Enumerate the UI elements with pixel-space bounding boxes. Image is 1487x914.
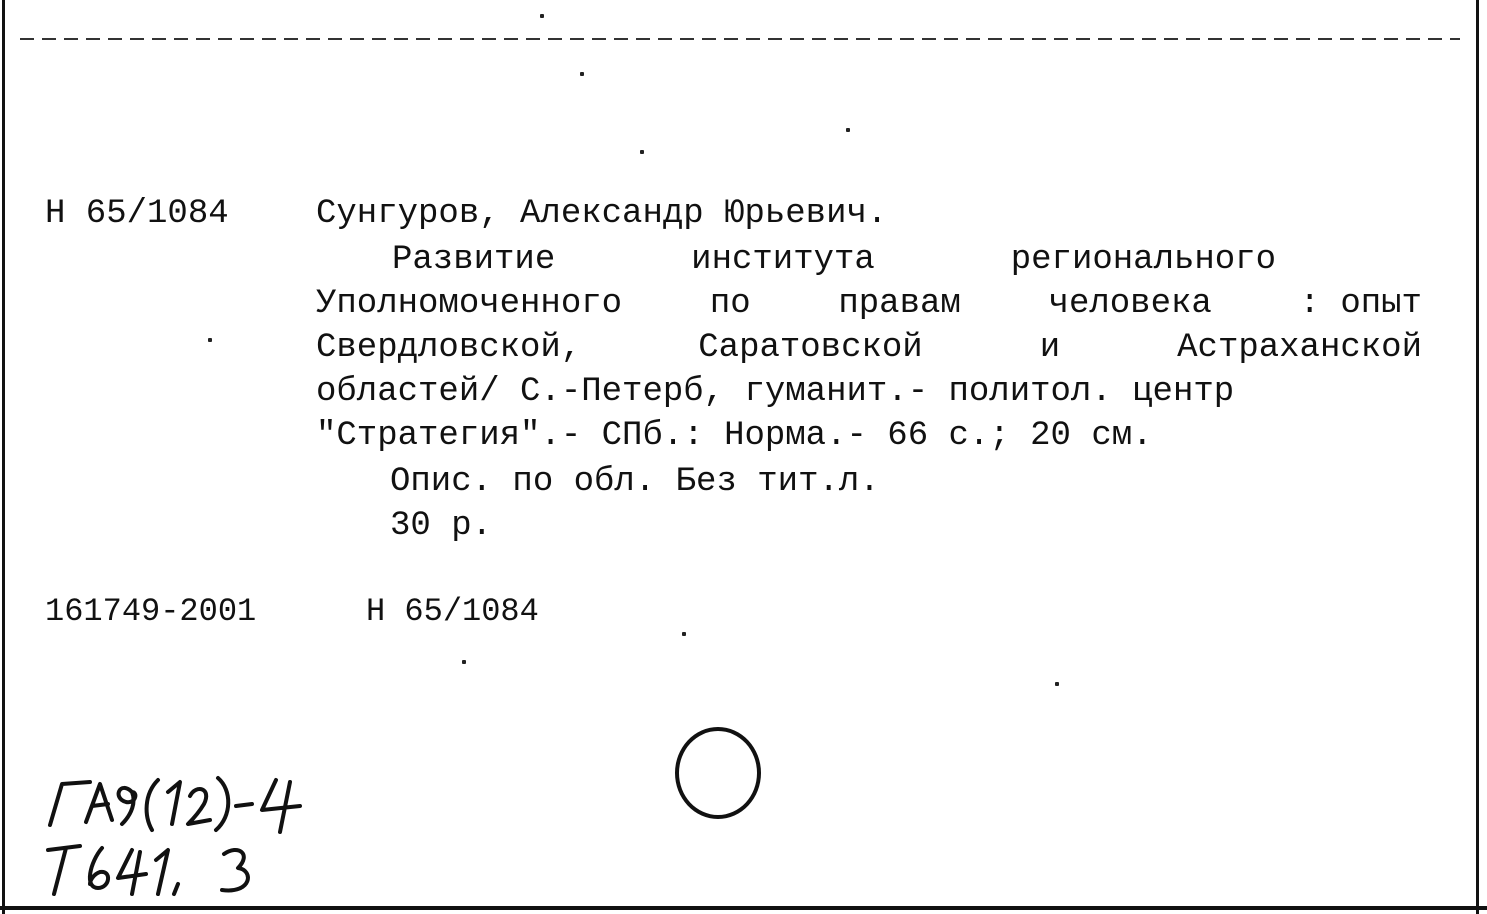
price: 30 р. xyxy=(390,507,493,545)
bottom-call-number: Н 65/1084 xyxy=(366,593,539,630)
scan-speck xyxy=(540,14,544,18)
title-word: : опыт xyxy=(1299,285,1422,323)
title-word: регионального xyxy=(1010,241,1276,279)
title-line-2 xyxy=(316,282,1422,326)
scan-speck xyxy=(208,338,212,342)
title-line-1 xyxy=(392,238,1276,282)
title-word: правам xyxy=(838,285,961,323)
scan-speck xyxy=(580,72,584,76)
handwritten-classification xyxy=(40,770,360,900)
description-note: Опис. по обл. Без тит.л. xyxy=(390,463,880,501)
title-word: Саратовской xyxy=(698,329,923,367)
title-word: Развитие xyxy=(392,241,556,279)
title-word: Свердловской, xyxy=(316,329,582,367)
card-right-border xyxy=(1476,0,1479,914)
title-line-3 xyxy=(316,326,1422,370)
title-line-4: областей/ С.-Петерб, гуманит.- политол. центр xyxy=(316,373,1235,411)
handwritten-classification-signature xyxy=(40,770,360,900)
perforation-line xyxy=(20,38,1460,40)
title-word: института xyxy=(691,241,875,279)
scan-speck xyxy=(1055,682,1059,686)
punch-hole xyxy=(675,727,761,819)
scan-speck xyxy=(462,660,466,664)
inventory-number: 161749-2001 xyxy=(45,593,257,630)
title-word: человека xyxy=(1048,285,1212,323)
call-number: Н 65/1084 xyxy=(45,195,229,233)
scan-speck xyxy=(682,632,686,636)
scan-speck xyxy=(640,150,644,154)
title-word: Астраханской xyxy=(1177,329,1422,367)
publication-line: "Стратегия".- СПб.: Норма.- 66 с.; 20 см. xyxy=(316,417,1153,455)
title-word: и xyxy=(1039,329,1061,367)
title-word: по xyxy=(709,285,751,323)
scan-speck xyxy=(846,128,850,132)
card-left-border xyxy=(2,0,5,914)
author-heading: Сунгуров, Александр Юрьевич. xyxy=(316,195,888,233)
title-word: Уполномоченного xyxy=(316,285,623,323)
card-bottom-border xyxy=(0,906,1487,910)
